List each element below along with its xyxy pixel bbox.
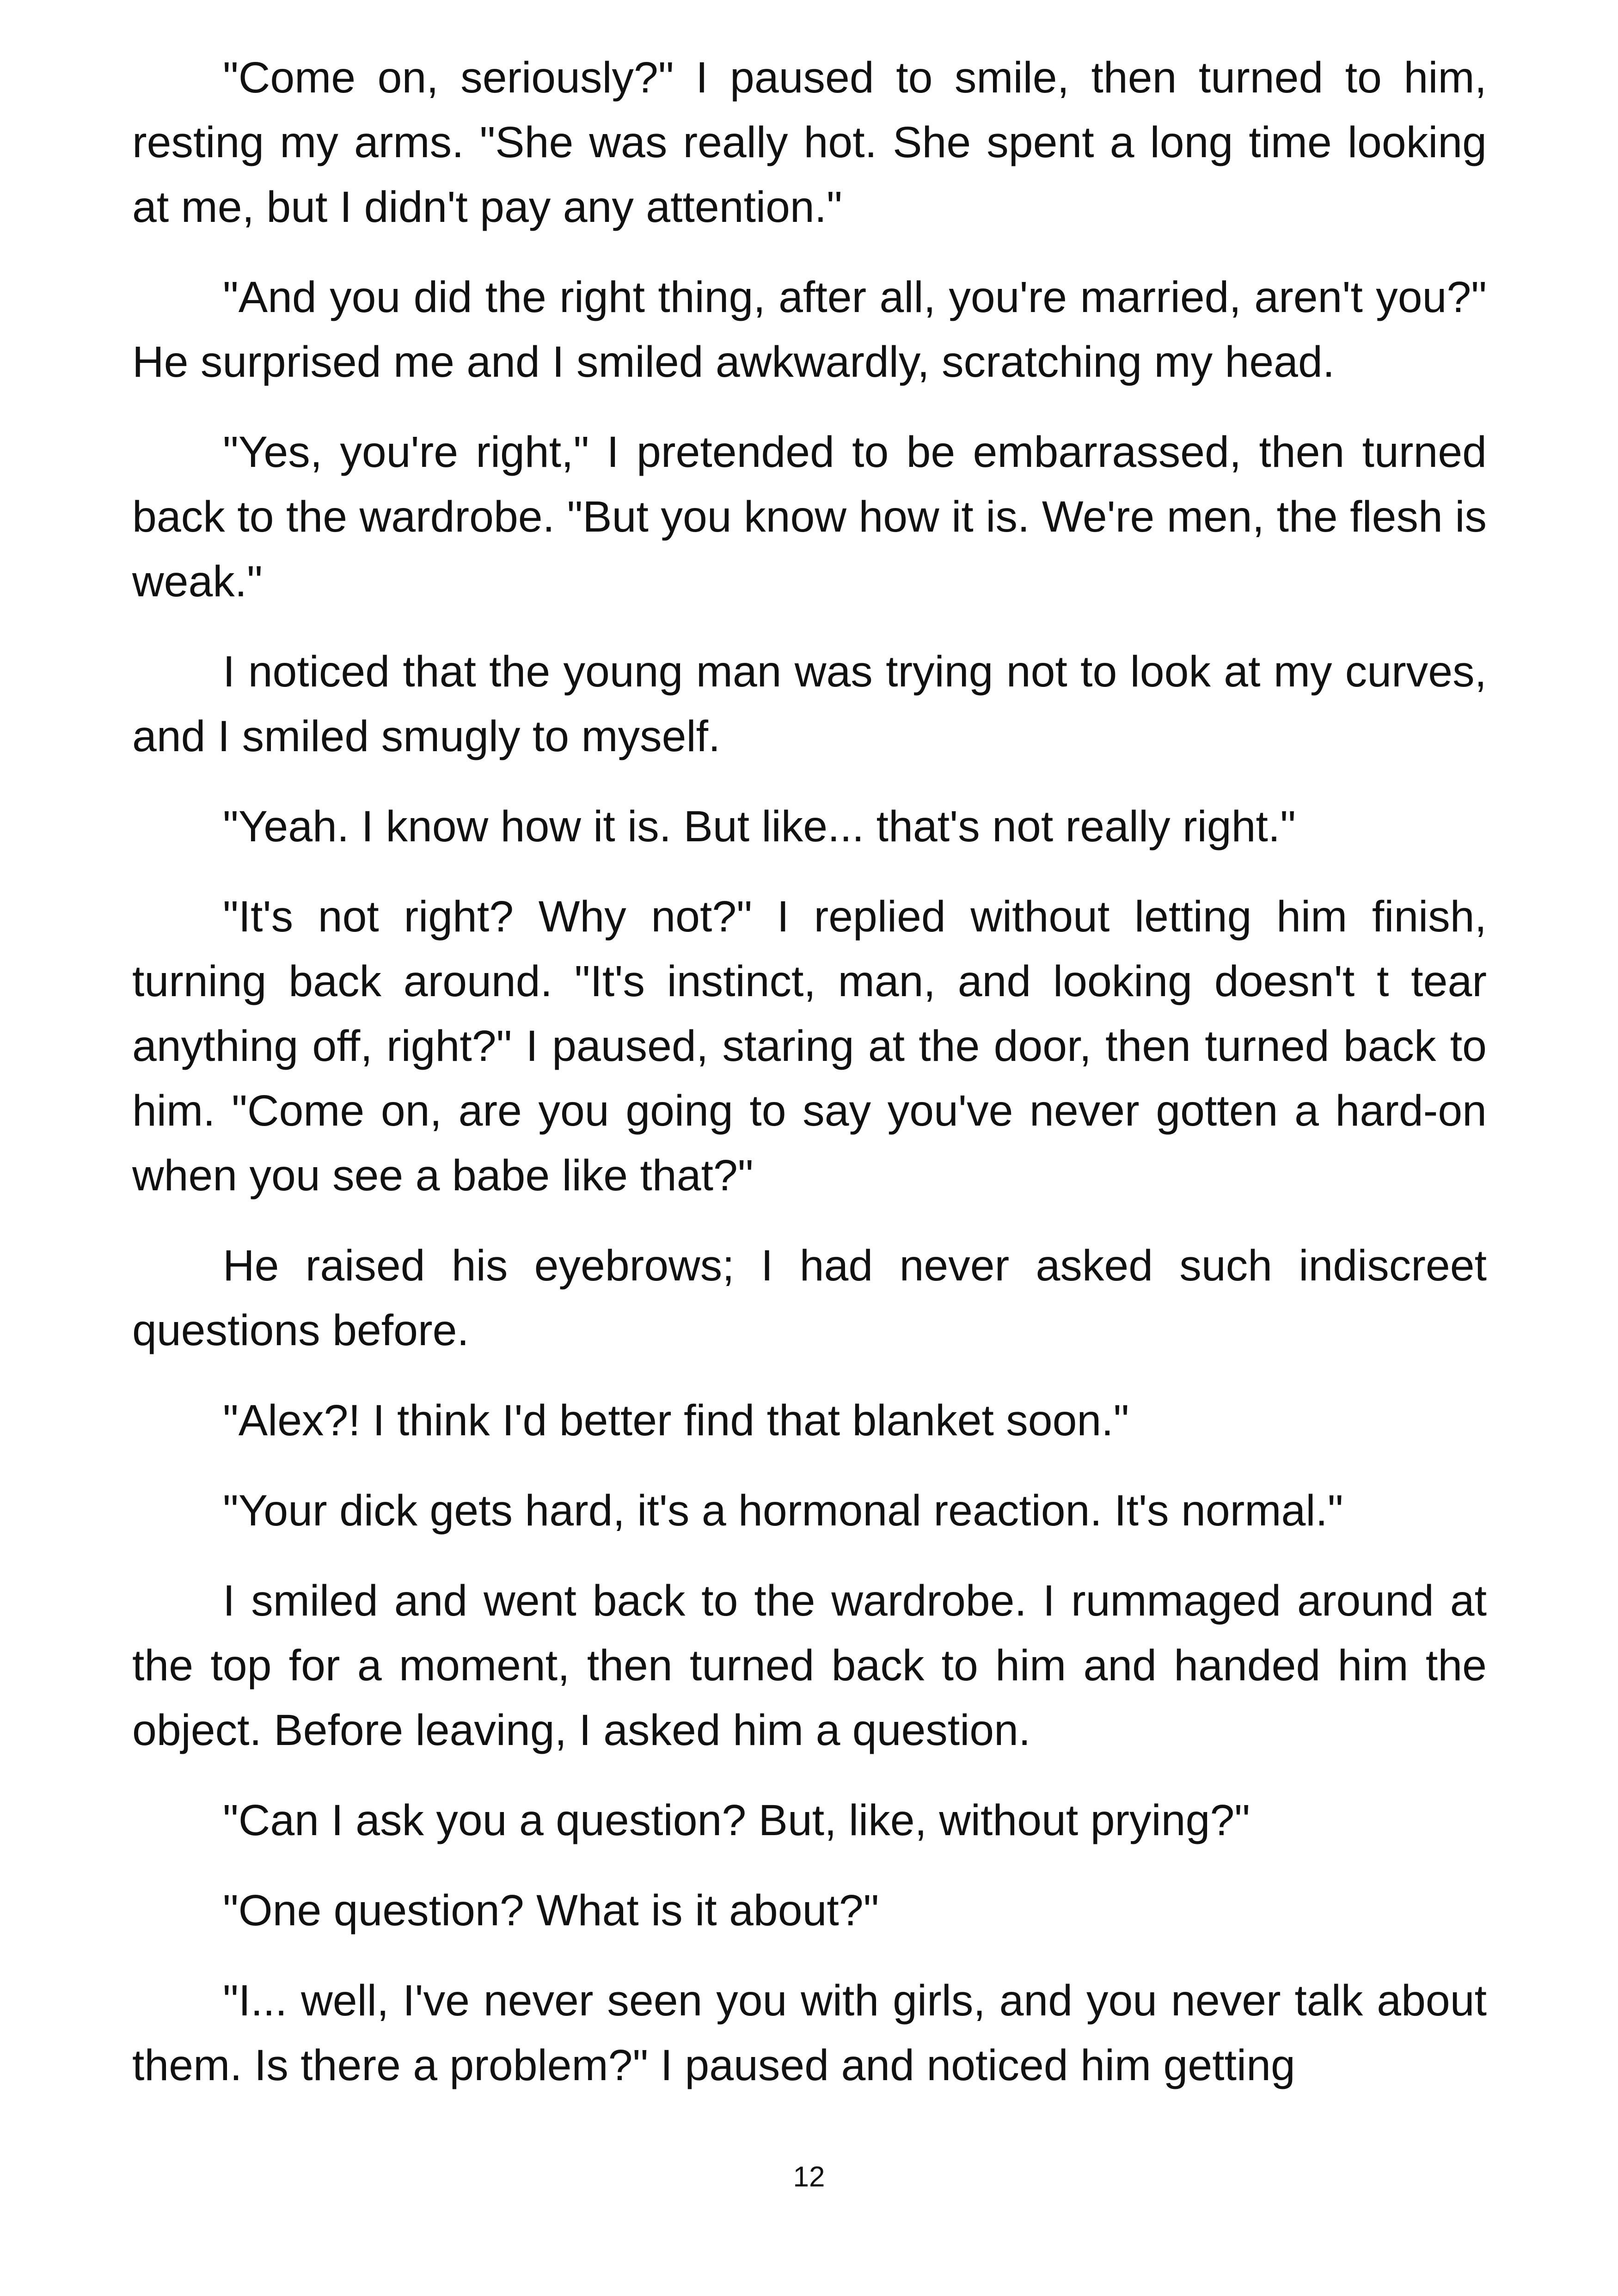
paragraph: "Yes, you're right," I pretended to be embarrassed, then turned back to the wardrobe. "But you know how it is. We're men, the flesh is weak."	[132, 428, 1487, 606]
paragraph: "Come on, seriously?" I paused to smile, then turned to him, resting my arms. "She was really hot. She spent a long time looking at me, but I didn't pay any attention."	[132, 53, 1487, 232]
paragraph: He raised his eyebrows; I had never asked such indiscreet questions before.	[132, 1241, 1487, 1355]
paragraph: "One question? What is it about?"	[223, 1886, 879, 1935]
page-number: 12	[793, 2161, 825, 2193]
paragraph: "Alex?! I think I'd better find that blanket soon."	[223, 1396, 1129, 1445]
paragraph: I noticed that the young man was trying not to look at my curves, and I smiled smugly to myself.	[132, 647, 1487, 761]
body-text	[132, 45, 1487, 2123]
paragraph: I smiled and went back to the wardrobe. I rummaged around at the top for a moment, then turned back to him and handed him the object. Before leaving, I asked him a question.	[132, 1576, 1487, 1755]
paragraph: "It's not right? Why not?" I replied without letting him finish, turning back around. "It's instinct, man, and looking doesn't t tear anything off, right?" I paused, staring at the door, then turned back to him. "Come on, are you going to say you've never gotten a hard-on when you see a babe like that?"	[132, 892, 1487, 1200]
paragraph: "I... well, I've never seen you with girls, and you never talk about them. Is there a problem?" I paused and noticed him getting	[132, 1976, 1487, 2090]
paragraph: "And you did the right thing, after all, you're married, aren't you?" He surprised me and I smiled awkwardly, scratching my head.	[132, 273, 1487, 386]
paragraph: "Your dick gets hard, it's a hormonal reaction. It's normal."	[223, 1486, 1343, 1535]
paragraph: "Can I ask you a question? But, like, without prying?"	[223, 1796, 1250, 1845]
paragraph: "Yeah. I know how it is. But like... that's not really right."	[223, 802, 1296, 851]
